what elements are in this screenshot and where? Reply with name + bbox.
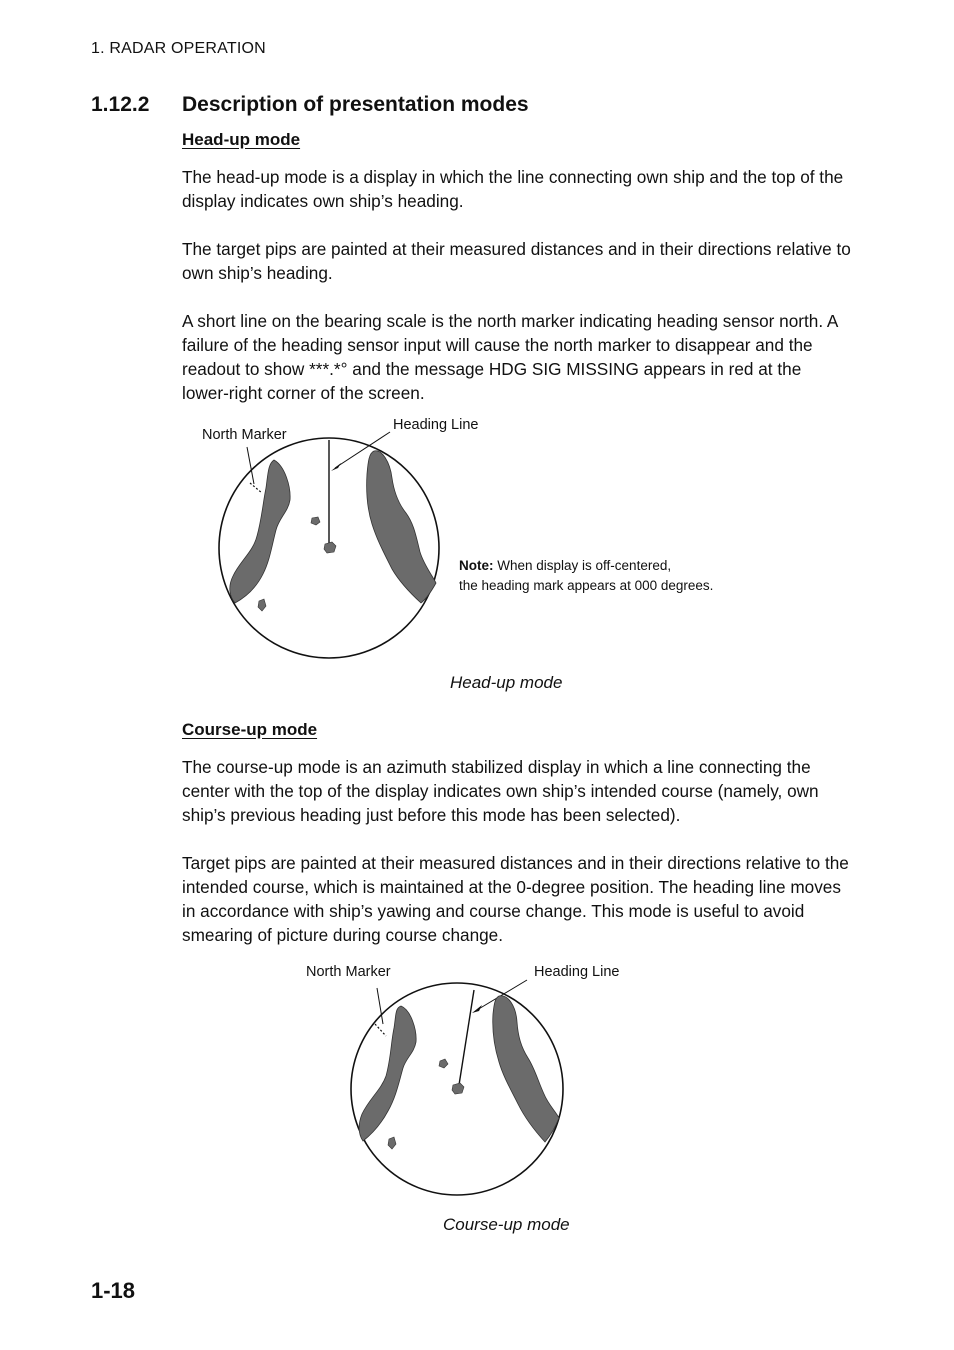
heading-line [459, 990, 474, 1085]
target-pip [258, 599, 266, 611]
head-up-paragraph-2: The target pips are painted at their measured distances and in their directions relative to own ship’s heading. [182, 239, 851, 283]
course-up-north-marker-label: North Marker [306, 964, 391, 980]
section-title [91, 93, 529, 117]
course-up-heading: Course-up mode [182, 720, 318, 739]
running-header: 1. RADAR OPERATION [91, 40, 266, 57]
course-up-paragraph-1: The course-up mode is an azimuth stabilized display in which a line connecting the center with the top of the display indicates own ship’s intended course (namely, own ship’s previous heading just before this mode has been selected). [182, 757, 819, 825]
target-pip [439, 1059, 448, 1068]
course-up-heading-line-label: Heading Line [534, 964, 620, 980]
course-up-paragraph-2: Target pips are painted at their measured distances and in their directions relative to the intended course, which is maintained at the 0-degree position. The heading line moves in accordance with ship’s yawing and course change. This mode is useful to avoid smearing of picture during course change. [182, 853, 849, 945]
section-title-text: Description of presentation modes [182, 93, 529, 116]
head-up-paragraph-3: A short line on the bearing scale is the north marker indicating heading sensor north. A failure of the heading sensor input will cause the north marker to disappear and the readout to show ***.*° and the message HDG SIG MISSING appears in red at the lower-right corner of the screen. [182, 311, 838, 403]
note-text-1: When display is off-centered, [493, 558, 672, 573]
land-mass-left [359, 1006, 416, 1141]
north-marker-leader [247, 447, 254, 484]
land-mass-right [493, 996, 559, 1142]
course-up-caption: Course-up mode [443, 1215, 570, 1234]
own-ship-pip [324, 542, 336, 553]
head-up-radar-scope [219, 432, 439, 658]
land-mass-left [230, 460, 290, 603]
head-up-heading-line-label: Heading Line [393, 417, 479, 433]
section-number: 1.12.2 [91, 93, 150, 116]
heading-line-arrowhead [472, 1005, 482, 1013]
head-up-north-marker-label: North Marker [202, 427, 287, 443]
target-pip [388, 1137, 396, 1149]
heading-line-arrowhead [331, 463, 341, 471]
course-up-radar-scope [351, 980, 563, 1195]
own-ship-pip [452, 1083, 464, 1094]
heading-line-leader [477, 980, 527, 1010]
note-line-1 [459, 556, 713, 576]
target-pip [311, 517, 320, 525]
head-up-caption: Head-up mode [450, 673, 563, 692]
head-up-note [459, 556, 713, 595]
heading-line-leader [335, 432, 390, 468]
land-mass-right [367, 451, 436, 603]
head-up-heading: Head-up mode [182, 130, 301, 149]
page-number: 1-18 [91, 1278, 136, 1303]
radar-range-ring [219, 438, 439, 658]
radar-range-ring [351, 983, 563, 1195]
note-label: Note: [459, 558, 494, 573]
north-marker-leader [377, 988, 383, 1024]
head-up-paragraph-1: The head-up mode is a display in which the line connecting own ship and the top of the display indicates own ship’s heading. [182, 167, 844, 211]
north-marker [375, 1024, 386, 1036]
north-marker [250, 483, 262, 493]
note-text-2: the heading mark appears at 000 degrees. [459, 577, 714, 593]
